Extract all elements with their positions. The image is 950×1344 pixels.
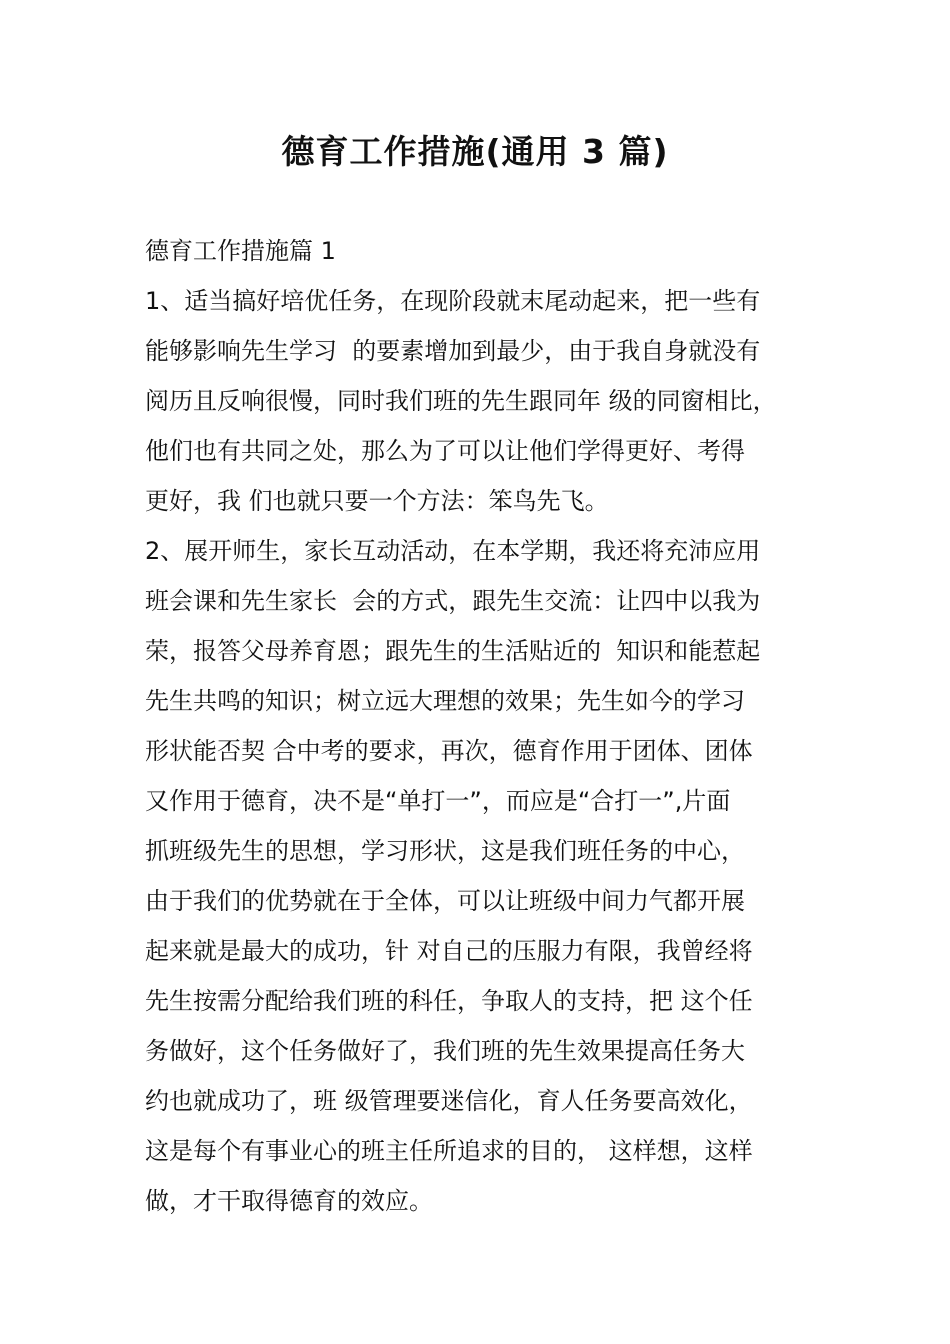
paragraph-line: 荣，报答父母养育恩；跟先生的生活贴近的 知识和能惹起 [145, 637, 761, 665]
paragraph-line: 2、展开师生，家长互动活动，在本学期，我还将充沛应用 [145, 537, 761, 565]
paragraph-line: 约也就成功了，班 级管理要迷信化，育人任务要高效化， [145, 1087, 753, 1115]
paragraph-line: 更好，我 们也就只要一个方法：笨鸟先飞。 [145, 487, 609, 515]
paragraph-line: 班会课和先生家长 会的方式，跟先生交流：让四中以我为 [145, 587, 761, 615]
paragraph-line: 先生按需分配给我们班的科任，争取人的支持，把 这个任 [145, 987, 753, 1015]
paragraph-line: 务做好，这个任务做好了，我们班的先生效果提高任务大 [145, 1037, 745, 1065]
paragraph-line: 他们也有共同之处，那么为了可以让他们学得更好、考得 [145, 437, 745, 465]
document-body [145, 226, 845, 1226]
document-title: 德育工作措施(通用 3 篇) [281, 132, 669, 171]
paragraph-line: 抓班级先生的思想，学习形状，这是我们班任务的中心， [145, 837, 745, 865]
paragraph-line: 1、适当搞好培优任务，在现阶段就末尾动起来，把一些有 [145, 287, 761, 315]
paragraph-line: 形状能否契 合中考的要求，再次，德育作用于团体、团体 [145, 737, 753, 765]
section-heading: 德育工作措施篇 1 [145, 237, 336, 265]
paragraph-line: 这是每个有事业心的班主任所追求的目的， 这样想，这样 [145, 1137, 753, 1165]
paragraph-line: 先生共鸣的知识；树立远大理想的效果；先生如今的学习 [145, 687, 745, 715]
paragraph-line: 又作用于德育，决不是“单打一”，而应是“合打一”,片面 [145, 787, 731, 815]
paragraph-line: 由于我们的优势就在于全体，可以让班级中间力气都开展 [145, 887, 745, 915]
paragraph-line: 阅历且反响很慢，同时我们班的先生跟同年 级的同窗相比， [145, 387, 777, 415]
paragraph-line: 做，才干取得德育的效应。 [145, 1187, 433, 1215]
paragraph-line: 起来就是最大的成功，针 对自己的压服力有限，我曾经将 [145, 937, 753, 965]
paragraph-line: 能够影响先生学习 的要素增加到最少，由于我自身就没有 [145, 337, 761, 365]
